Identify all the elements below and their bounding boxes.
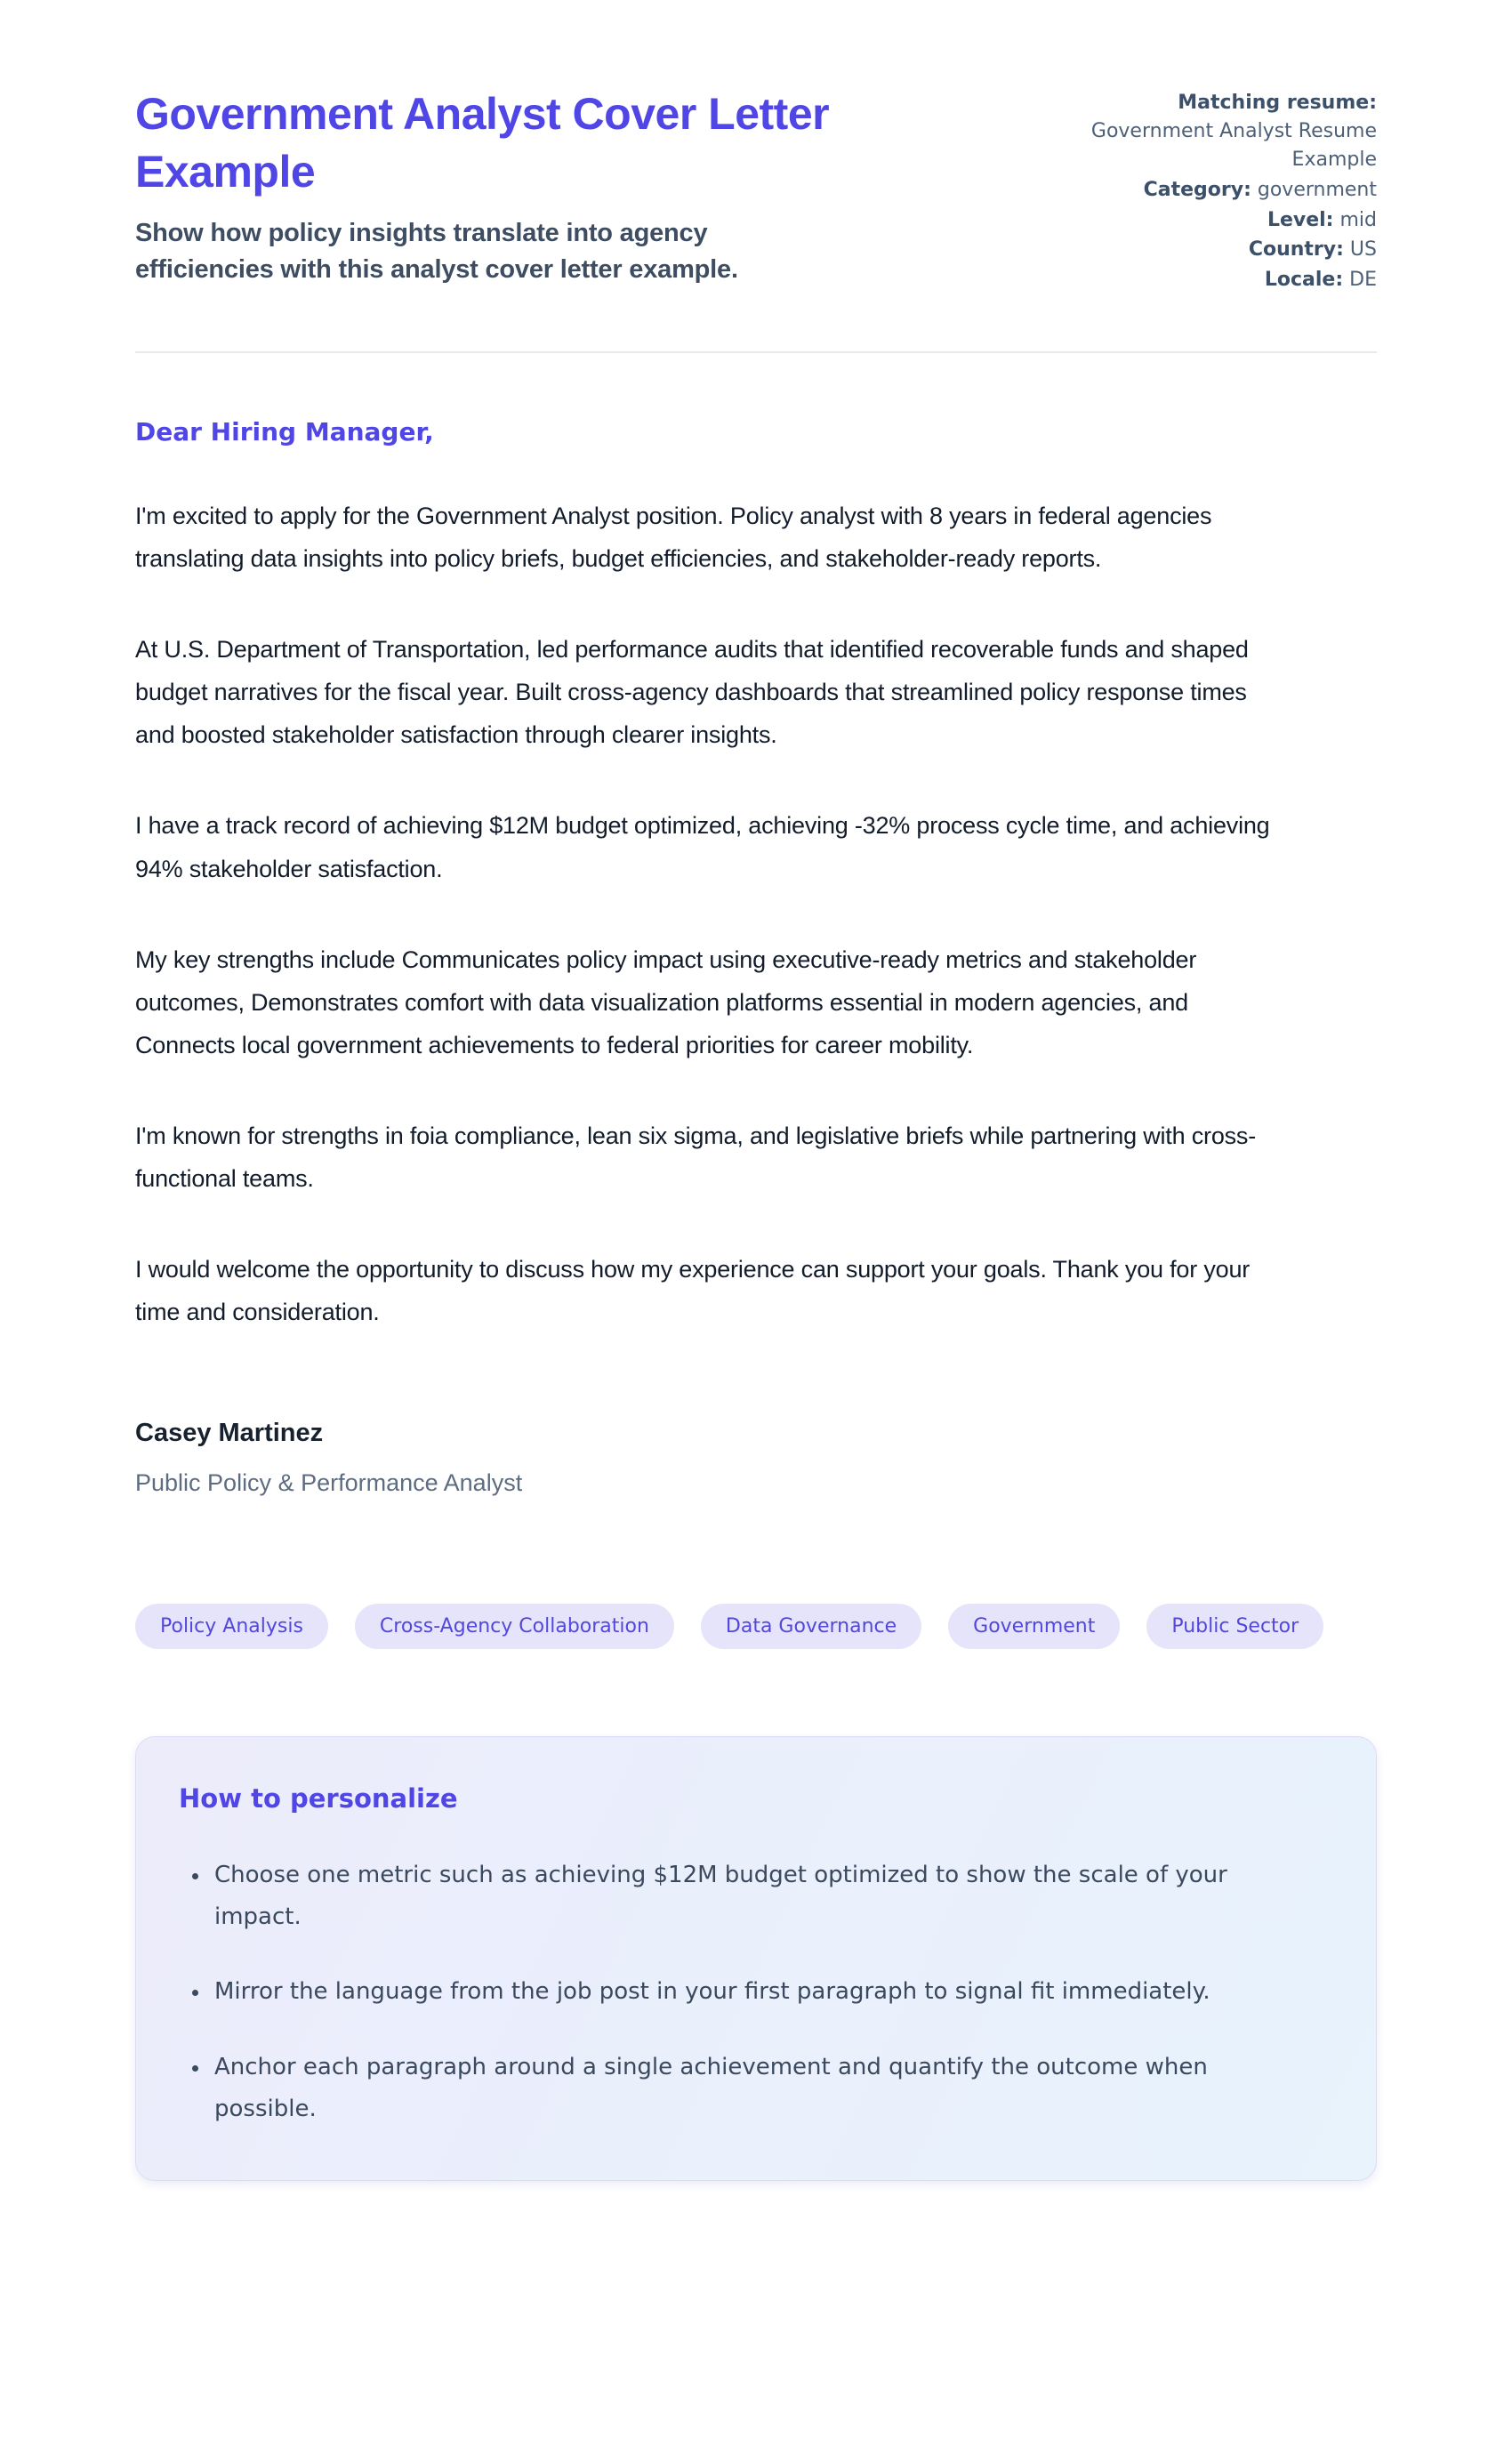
meta-value-matching-resume: Government Analyst Resume Example	[1090, 119, 1377, 171]
cover-letter-page	[135, 0, 1377, 2181]
meta-row-level	[1012, 206, 1377, 235]
meta-label-level: Level:	[1267, 208, 1334, 231]
signature-role: Public Policy & Performance Analyst	[135, 1468, 523, 1496]
meta-value-level: mid	[1339, 208, 1377, 231]
meta-row-matching-resume	[1012, 89, 1377, 174]
tip-item-anchor-achievement: • Anchor each paragraph around a single achievement and quantify the outcome when possible.	[211, 2047, 1243, 2130]
salutation: Dear Hiring Manager,	[135, 417, 434, 447]
tag-list	[135, 1604, 1377, 1649]
letter-paragraph-experience: At U.S. Department of Transportation, led performance audits that identified recoverable funds and shaped budget narratives for the fiscal year. Built cross-agency dashboards that streamlined policy response times and boosted stakeholder satisfaction through clearer insights.	[135, 636, 1249, 749]
tips-title: How to personalize	[179, 1782, 458, 1814]
meta-label-matching-resume: Matching resume:	[1178, 92, 1377, 114]
meta-value-category: government	[1257, 178, 1377, 201]
personalize-tips-card	[135, 1736, 1377, 2181]
letter-paragraph-intro: I'm excited to apply for the Government Analyst position. Policy analyst with 8 years in federal agencies translating data insights into policy briefs, budget efficiencies, and stakeholder-ready reports.	[135, 503, 1212, 573]
header-title-block	[135, 85, 882, 288]
meta-row-country	[1012, 236, 1377, 264]
resume-meta-block	[1012, 85, 1377, 296]
meta-label-locale: Locale:	[1264, 269, 1344, 292]
letter-paragraph-strengths: My key strengths include Communicates policy impact using executive-ready metrics and stakeholder outcomes, Demonstrates comfort with data visualization platforms essential in modern agencies, and Connects local government achievements to federal priorities for career mobility.	[135, 945, 1197, 1058]
cover-letter-body	[135, 353, 1377, 1497]
page-header	[135, 85, 1377, 296]
letter-paragraph-closing: I would welcome the opportunity to discuss how my experience can support your goals. Thank you for your time and consideration.	[135, 1255, 1251, 1325]
meta-row-category	[1012, 176, 1377, 205]
tip-item-metric: • Choose one metric such as achieving $12M budget optimized to show the scale of your impact.	[211, 1855, 1243, 1938]
tip-item-mirror-language: • Mirror the language from the job post in your first paragraph to signal fit immediately.	[211, 1971, 1243, 2013]
page-subtitle: Show how policy insights translate into agency efficiencies with this analyst cover letter example.	[135, 219, 738, 285]
signature-name: Casey Martinez	[135, 1418, 324, 1447]
tips-list	[179, 1855, 1326, 2130]
meta-label-country: Country:	[1248, 238, 1344, 261]
tag-cross-agency-collaboration: Cross-Agency Collaboration	[355, 1604, 674, 1649]
letter-paragraph-skills: I'm known for strengths in foia compliance, lean six sigma, and legislative briefs while partnering with cross-functional teams.	[135, 1122, 1257, 1192]
meta-value-country: US	[1349, 238, 1377, 261]
meta-row-locale	[1012, 266, 1377, 294]
letter-paragraph-track-record: I have a track record of achieving $12M budget optimized, achieving -32% process cycle time, and achieving 94% stakeholder satisfaction.	[135, 812, 1270, 882]
page-title: Government Analyst Cover Letter Example	[135, 89, 830, 197]
meta-label-category: Category:	[1143, 178, 1251, 201]
tag-public-sector: Public Sector	[1146, 1604, 1323, 1649]
tag-data-governance: Data Governance	[701, 1604, 921, 1649]
tag-government: Government	[948, 1604, 1120, 1649]
signature-block	[135, 1419, 1377, 1497]
meta-value-locale: DE	[1349, 269, 1377, 292]
tag-policy-analysis: Policy Analysis	[135, 1604, 328, 1649]
